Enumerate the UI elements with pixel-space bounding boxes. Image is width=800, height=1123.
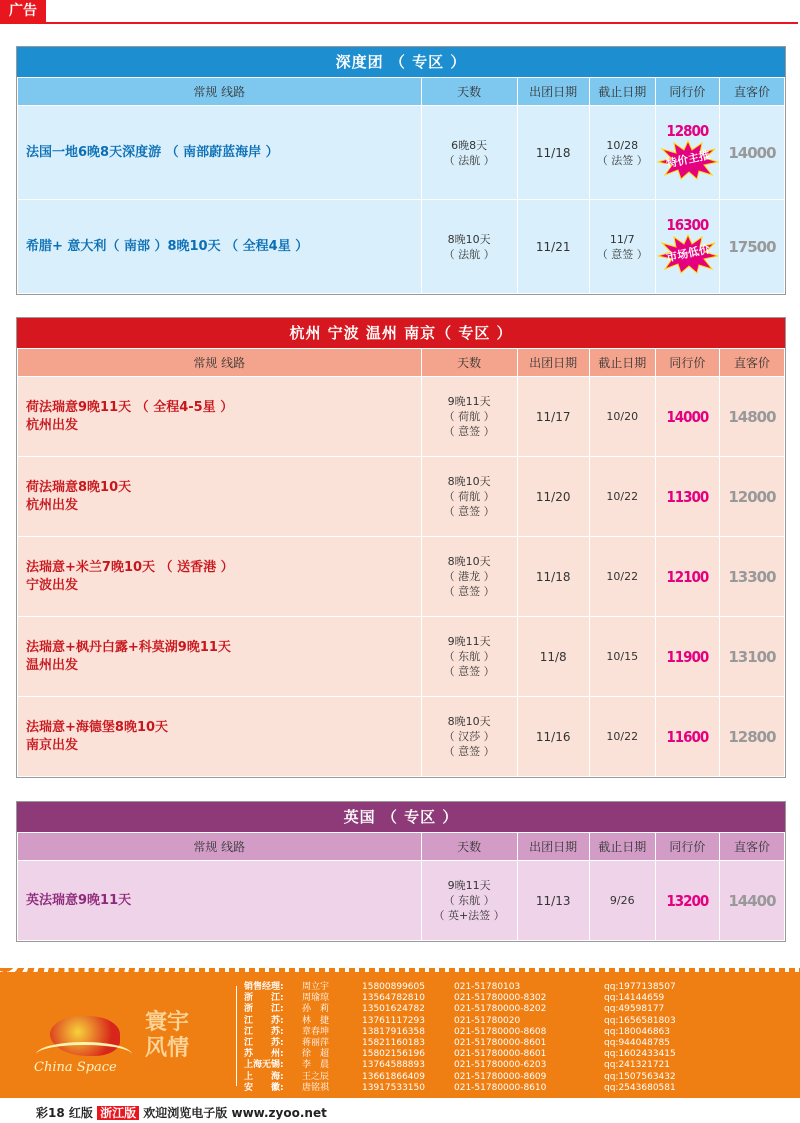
deadline-cell [589,697,655,777]
contact-phone: 021-51780000-6203 [454,1060,547,1071]
days-cell [421,617,517,697]
days-cell [421,200,517,294]
days-cell [421,861,517,941]
contact-phone: 021-51780000-8610 [454,1082,547,1093]
days-line: 9晚11天 [447,395,491,408]
table-row[interactable] [18,106,785,200]
column-header-depart: 出团日期 [517,349,589,377]
china-space-logo [30,1008,140,1068]
promo-badge-label: 特价主推 [665,148,711,171]
days-line: （ 意签 ） [443,745,495,758]
logo-english: China Space [34,1060,117,1075]
section-title: 杭州 宁波 温州 南京（ 专区 ） [17,318,785,348]
contact-phone: 021-51780000-8601 [454,1037,547,1048]
table-row[interactable] [18,861,785,941]
direct-price-cell [719,200,784,294]
days-line: 9晚11天 [447,879,491,892]
table-header-row [18,833,785,861]
table-row[interactable] [18,377,785,457]
contact-row [244,1004,784,1015]
section-hangzhou-ningbo-wenzhou-nanjing [16,317,786,778]
direct-price-cell [719,457,784,537]
direct-price-cell [719,861,784,941]
column-header-direct-price: 直客价 [719,78,784,106]
depart-date: 11/18 [517,537,589,617]
peer-price-cell [655,617,719,697]
tour-table [17,832,785,941]
route-cell [18,377,422,457]
days-line: （ 汉莎 ） [443,730,495,743]
route-line: 荷法瑞意9晚11天 （ 全程4-5星 ） [26,399,234,415]
contact-mobile: 13917533150 [362,1082,425,1093]
direct-price: 14800 [728,407,776,426]
table-header-row [18,349,785,377]
contact-row [244,1016,784,1027]
days-line: 8晚10天 [447,715,491,728]
route-cell [18,861,422,941]
route-line: 英法瑞意9晚11天 [26,892,132,908]
contact-name: 唐铭祺 [302,1082,330,1093]
contact-name: 徐 超 [302,1049,330,1060]
contact-mobile: 15802156196 [362,1049,425,1060]
contact-region: 浙 江: [244,993,284,1004]
deadline-line: 11/7 [609,232,635,246]
days-line: （ 东航 ） [443,650,495,663]
contact-phone: 021-51780000-8302 [454,993,547,1004]
peer-price-cell [655,457,719,537]
direct-price-cell [719,617,784,697]
region-edition-badge: 浙江版 [97,1106,139,1120]
route-cell [18,457,422,537]
page-number: 彩18 [36,1106,65,1120]
route-cell [18,697,422,777]
contact-phone: 021-51780000-8609 [454,1071,547,1082]
table-row[interactable] [18,697,785,777]
website-url[interactable]: www.zyoo.net [231,1106,327,1120]
table-header-row [18,78,785,106]
deadline-cell [589,537,655,617]
route-cell [18,617,422,697]
column-header-peer-price: 同行价 [655,833,719,861]
direct-price: 12800 [728,727,776,746]
column-header-days: 天数 [421,78,517,106]
route-line: 法国一地6晚8天深度游 （ 南部蔚蓝海岸 ） [26,144,279,160]
column-header-direct-price: 直客价 [719,833,784,861]
peer-price: 16300 [666,216,709,234]
deadline-cell [589,457,655,537]
direct-price: 14400 [728,891,776,910]
table-row[interactable] [18,537,785,617]
contact-qq: qq:944048785 [604,1037,670,1048]
days-line: （ 英+法签 ） [433,909,505,922]
contact-qq: qq:1507563432 [604,1071,676,1082]
section-uk [16,801,786,942]
tagline: 欢迎浏览电子版 [143,1106,228,1120]
deadline-line: 10/28 [606,138,639,152]
section-deep-tours [16,46,786,295]
contact-qq: qq:2543680581 [604,1082,676,1093]
contact-qq: qq:241321721 [604,1060,670,1071]
contact-mobile: 13661866409 [362,1071,425,1082]
days-line: （ 意签 ） [443,505,495,518]
peer-price-cell [655,200,719,294]
promo-badge-label: 市场低价 [665,242,711,265]
days-line: （ 荷航 ） [443,410,495,423]
contact-qq: qq:180046863 [604,1026,670,1037]
route-cell [18,200,422,294]
footer-divider [236,986,237,1086]
contact-mobile: 15800899605 [362,982,425,992]
contact-phone: 021-51780000-8202 [454,1004,547,1015]
contact-row [244,993,784,1004]
days-line: （ 法航 ） [443,153,495,167]
deadline-line: 9/26 [609,894,635,907]
column-header-route: 常规 线路 [18,833,422,861]
direct-price-cell [719,377,784,457]
days-line: （ 意签 ） [443,585,495,598]
days-line: （ 港龙 ） [443,570,495,583]
contact-qq: qq:1602433415 [604,1049,676,1060]
contact-mobile: 15821160183 [362,1037,425,1048]
route-line: 法瑞意+米兰7晚10天 （ 送香港 ） [26,559,234,575]
contact-phone: 021-51780103 [454,982,521,992]
deadline-line: （ 意签 ） [596,247,648,261]
direct-price: 13100 [728,647,776,666]
deadline-line: 10/15 [606,650,639,663]
peer-price: 12100 [666,567,709,586]
contact-qq: qq:14144659 [604,993,665,1004]
contact-name: 李 晨 [302,1060,330,1071]
column-header-deadline: 截止日期 [589,78,655,106]
contact-region: 安 徽: [244,1082,284,1093]
column-header-route: 常规 线路 [18,78,422,106]
days-line: （ 法航 ） [443,247,495,261]
contact-mobile: 13564782810 [362,993,425,1004]
peer-price: 12800 [666,122,709,140]
days-line: （ 意签 ） [443,425,495,438]
contact-mobile: 13817916358 [362,1026,425,1037]
contact-region: 上 海: [244,1071,284,1082]
contact-name: 王之辰 [302,1071,330,1082]
contact-region: 苏 州: [244,1049,284,1060]
depart-date: 11/8 [517,617,589,697]
deadline-cell [589,200,655,294]
table-row[interactable] [18,617,785,697]
direct-price: 12000 [728,487,776,506]
depart-date: 11/17 [517,377,589,457]
edition-label: 红版 [68,1106,93,1120]
peer-price: 13200 [666,891,709,910]
peer-price-cell [655,697,719,777]
route-line: 法瑞意+枫丹白露+科莫湖9晚11天 [26,639,231,655]
peer-price-cell [655,537,719,617]
contact-region: 江 苏: [244,1015,284,1026]
contact-mobile: 13764588893 [362,1060,425,1071]
direct-price: 13300 [728,567,776,586]
days-line: 8晚10天 [447,475,491,488]
contact-name: 周立宇 [302,982,330,992]
column-header-depart: 出团日期 [517,78,589,106]
depart-date: 11/13 [517,861,589,941]
column-header-deadline: 截止日期 [589,349,655,377]
contact-phone: 021-51780000-8608 [454,1026,547,1037]
deadline-line: （ 法签 ） [596,153,648,167]
deadline-cell [589,617,655,697]
column-header-depart: 出团日期 [517,833,589,861]
column-header-days: 天数 [421,833,517,861]
peer-price: 11900 [666,647,709,666]
days-line: （ 东航 ） [443,894,495,907]
days-line: 9晚11天 [447,635,491,648]
footer-contacts [0,968,800,1098]
route-cell [18,537,422,617]
contact-name: 蒋丽萍 [302,1037,330,1048]
peer-price: 11300 [666,487,709,506]
route-cell [18,106,422,200]
contact-row [244,1038,784,1049]
days-cell [421,377,517,457]
direct-price-cell [719,697,784,777]
promo-badge [657,234,719,274]
depart-date: 11/20 [517,457,589,537]
direct-price-cell [719,537,784,617]
table-row[interactable] [18,457,785,537]
deadline-line: 10/22 [606,730,639,743]
section-title: 英国 （ 专区 ） [17,802,785,832]
direct-price: 17500 [728,237,776,256]
peer-price: 11600 [666,727,709,746]
section-title: 深度团 （ 专区 ） [17,47,785,77]
contact-row [244,1049,784,1060]
route-line: 温州出发 [26,657,79,673]
contact-mobile: 13761117293 [362,1015,425,1026]
column-header-peer-price: 同行价 [655,78,719,106]
days-cell [421,537,517,617]
route-line: 希腊+ 意大利（ 南部 ）8晚10天 （ 全程4星 ） [26,238,309,254]
tour-table [17,77,785,294]
column-header-route: 常规 线路 [18,349,422,377]
contact-region: 销售经理: [244,982,284,992]
route-line: 南京出发 [26,737,79,753]
deadline-line: 10/20 [606,410,639,423]
column-header-days: 天数 [421,349,517,377]
contact-row [244,1060,784,1071]
contact-name: 周瑜琼 [302,993,330,1004]
contact-region: 上海无锡: [244,1060,284,1071]
table-row[interactable] [18,200,785,294]
depart-date: 11/21 [517,200,589,294]
contact-row [244,1083,784,1094]
days-line: 6晚8天 [451,138,488,152]
days-line: 8晚10天 [447,555,491,568]
days-line: （ 意签 ） [443,665,495,678]
tour-table [17,348,785,777]
depart-date: 11/18 [517,106,589,200]
direct-price: 14000 [728,143,776,162]
contact-row [244,1027,784,1038]
days-line: （ 荷航 ） [443,490,495,503]
peer-price-cell [655,377,719,457]
column-header-peer-price: 同行价 [655,349,719,377]
depart-date: 11/16 [517,697,589,777]
days-cell [421,457,517,537]
column-header-direct-price: 直客价 [719,349,784,377]
direct-price-cell [719,106,784,200]
days-cell [421,106,517,200]
contact-name: 章春坤 [302,1026,330,1037]
footer-scalloped-edge [0,962,800,972]
contact-phone: 021-51780000-8601 [454,1049,547,1060]
contact-row [244,1072,784,1083]
route-line: 荷法瑞意8晚10天 [26,479,132,495]
contact-row [244,982,784,993]
deadline-cell [589,861,655,941]
peer-price: 14000 [666,407,709,426]
contact-phone: 021-51780020 [454,1015,521,1026]
deadline-line: 10/22 [606,570,639,583]
contact-qq: qq:49598177 [604,1004,665,1015]
peer-price-cell [655,106,719,200]
route-line: 宁波出发 [26,577,79,593]
contact-qq: qq:1977138507 [604,982,676,992]
peer-price-cell [655,861,719,941]
days-line: 8晚10天 [447,232,491,246]
contact-qq: qq:1656581803 [604,1015,676,1026]
page-footer-bar [0,1104,800,1123]
ad-tag: 广告 [0,0,46,22]
contact-list [244,982,784,1094]
days-cell [421,697,517,777]
deadline-line: 10/22 [606,490,639,503]
contact-name: 林 捷 [302,1015,330,1026]
logo-chinese: 寰宇风情 [144,1010,189,1061]
column-header-deadline: 截止日期 [589,833,655,861]
contact-region: 江 苏: [244,1037,284,1048]
deadline-cell [589,106,655,200]
contact-region: 江 苏: [244,1026,284,1037]
route-line: 杭州出发 [26,497,79,513]
contact-region: 浙 江: [244,1004,284,1015]
contact-mobile: 13501624782 [362,1004,425,1015]
route-line: 法瑞意+海德堡8晚10天 [26,719,169,735]
deadline-cell [589,377,655,457]
contact-name: 孙 莉 [302,1004,330,1015]
promo-badge [657,140,719,180]
route-line: 杭州出发 [26,417,79,433]
